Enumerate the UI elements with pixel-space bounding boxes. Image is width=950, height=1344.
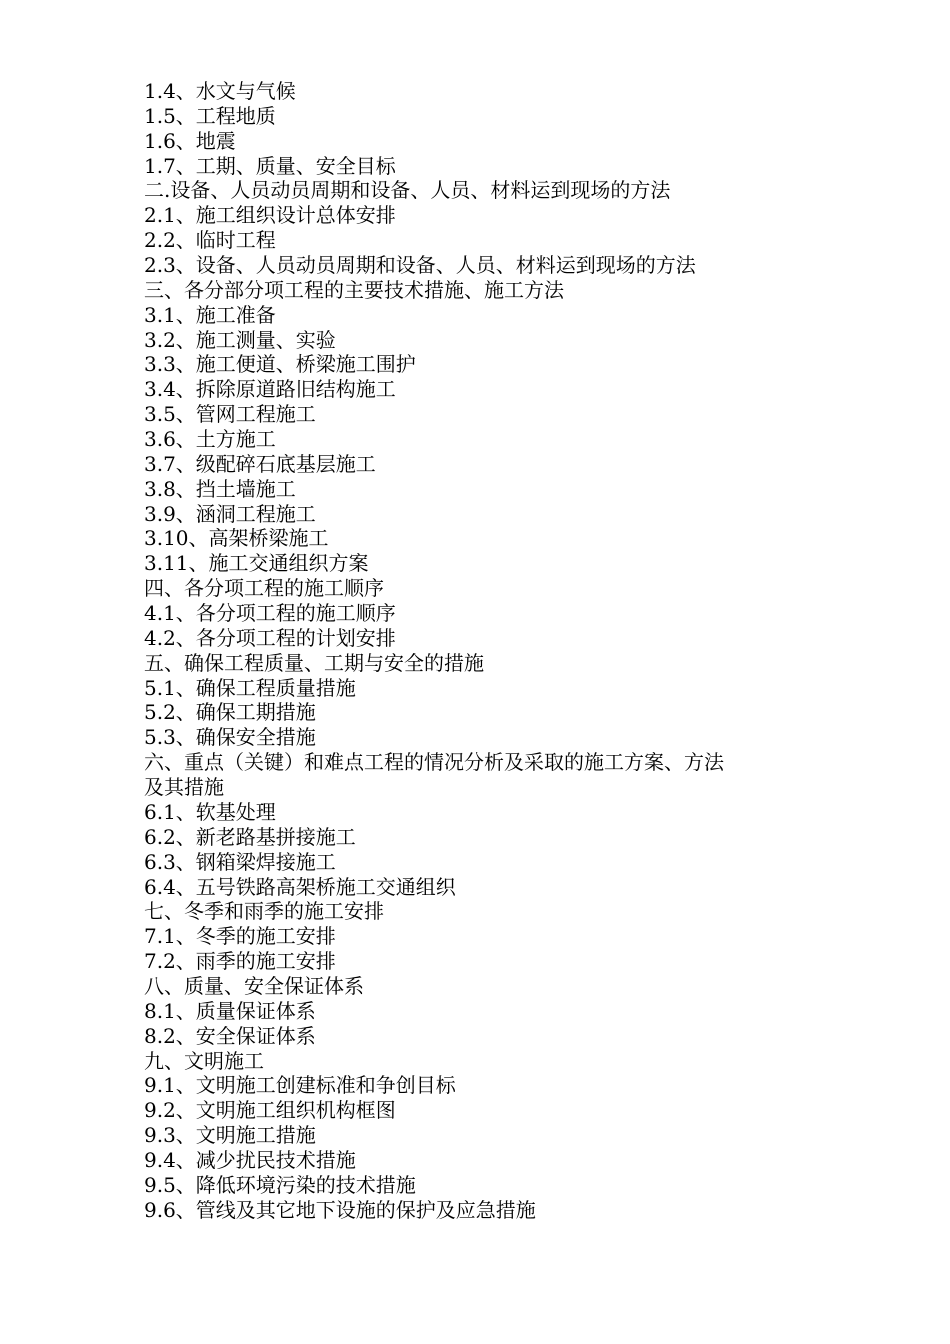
toc-line: 9.1、文明施工创建标准和争创目标 [144, 1073, 456, 1098]
toc-line: 3.5、管网工程施工 [144, 402, 316, 427]
toc-line: 及其措施 [144, 775, 224, 800]
toc-line: 1.7、工期、质量、安全目标 [144, 153, 396, 178]
toc-line: 7.1、冬季的施工安排 [144, 924, 336, 949]
toc-line: 3.10、高架桥梁施工 [144, 526, 329, 551]
toc-line: 9.4、减少扰民技术措施 [144, 1147, 356, 1172]
toc-line: 5.1、确保工程质量措施 [144, 675, 356, 700]
toc-line: 3.11、施工交通组织方案 [144, 551, 369, 576]
toc-line: 9.6、管线及其它地下设施的保护及应急措施 [144, 1197, 536, 1222]
toc-line: 8.1、质量保证体系 [144, 998, 316, 1023]
toc-line: 6.4、五号铁路高架桥施工交通组织 [144, 874, 456, 899]
toc-line: 3.3、施工便道、桥梁施工围护 [144, 352, 416, 377]
toc-line: 1.4、水文与气候 [144, 79, 296, 103]
toc-line: 5.3、确保安全措施 [144, 725, 316, 750]
toc-line: 3.2、施工测量、实验 [144, 327, 336, 352]
toc-line: 七、冬季和雨季的施工安排 [144, 899, 384, 924]
toc-line: 五、确保工程质量、工期与安全的措施 [144, 650, 484, 675]
toc-line: 2.3、设备、人员动员周期和设备、人员、材料运到现场的方法 [144, 253, 696, 278]
toc-line: 2.2、临时工程 [144, 228, 276, 253]
toc-line: 5.2、确保工期措施 [144, 700, 316, 725]
toc-line: 6.3、钢箱梁焊接施工 [144, 849, 336, 874]
toc-line: 6.2、新老路基拼接施工 [144, 824, 356, 849]
toc-line: 三、各分部分项工程的主要技术措施、施工方法 [144, 277, 564, 302]
toc-line: 九、文明施工 [144, 1048, 264, 1073]
toc-line: 4.2、各分项工程的计划安排 [144, 625, 396, 650]
toc-line: 1.6、地震 [144, 128, 236, 153]
toc-line: 2.1、施工组织设计总体安排 [144, 203, 396, 228]
toc-line: 四、各分项工程的施工顺序 [144, 576, 384, 601]
toc-line: 8.2、安全保证体系 [144, 1023, 316, 1048]
table-of-contents [144, 79, 824, 1223]
toc-line: 六、重点（关键）和难点工程的情况分析及采取的施工方案、方法 [144, 750, 724, 775]
toc-line: 3.8、挡土墙施工 [144, 476, 296, 501]
toc-line: 3.7、级配碎石底基层施工 [144, 451, 376, 476]
toc-line: 八、质量、安全保证体系 [144, 973, 364, 998]
toc-line: 3.9、涵洞工程施工 [144, 501, 316, 526]
toc-line: 3.4、拆除原道路旧结构施工 [144, 377, 396, 402]
toc-line: 7.2、雨季的施工安排 [144, 949, 336, 974]
toc-line: 6.1、软基处理 [144, 799, 276, 824]
toc-line: 1.5、工程地质 [144, 103, 276, 128]
toc-line: 3.1、施工准备 [144, 302, 276, 327]
toc-line: 3.6、土方施工 [144, 427, 276, 452]
toc-line: 9.2、文明施工组织机构框图 [144, 1098, 396, 1123]
toc-line: 9.5、降低环境污染的技术措施 [144, 1172, 416, 1197]
toc-line: 4.1、各分项工程的施工顺序 [144, 601, 396, 626]
toc-line: 二.设备、人员动员周期和设备、人员、材料运到现场的方法 [144, 178, 671, 203]
toc-line: 9.3、文明施工措施 [144, 1123, 316, 1148]
